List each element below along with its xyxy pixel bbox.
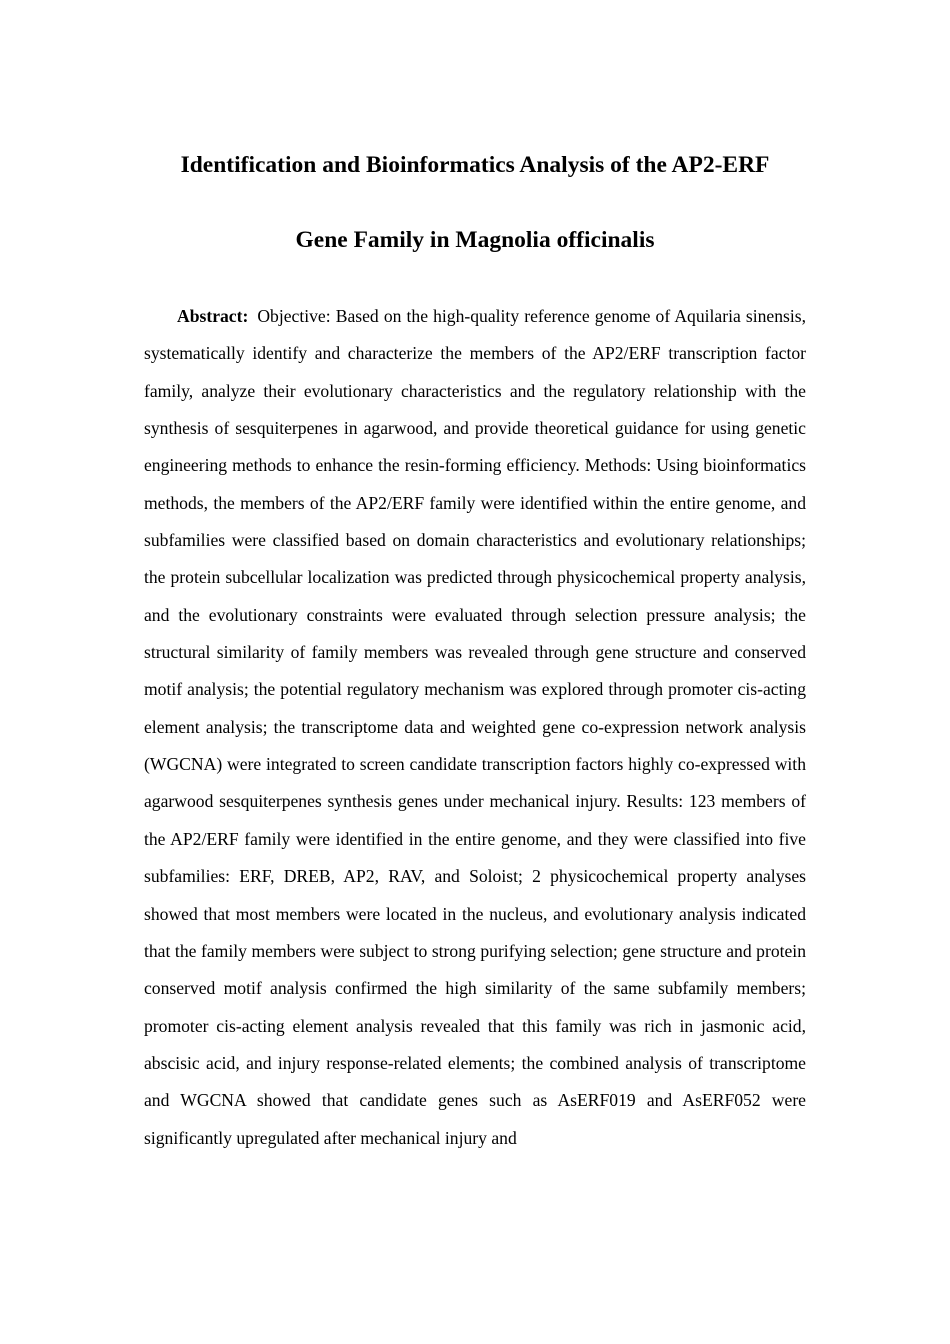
abstract-body: Objective: Based on the high-quality reference genome of Aquilaria sinensis, systematically identify and characterize the members of the AP2/ERF transcription factor family, analyze their evolutionary characteristics and the regulatory relationship with the synthesis of sesquiterpenes in agarwood, and provide theoretical guidance for using genetic engineering methods to enhance the resin-forming efficiency. Methods: Using bioinformatics methods, the members of the AP2/ERF family were identified within the entire genome, and subfamilies were classified based on domain characteristics and evolutionary relationships; the protein subcellular localization was predicted through physicochemical property analysis, and the evolutionary constraints were evaluated through selection pressure analysis; the structural similarity of family members was revealed through gene structure and conserved motif analysis; the potential regulatory mechanism was explored through promoter cis-acting element analysis; the transcriptome data and weighted gene co-expression network analysis (WGCNA) were integrated to screen candidate transcription factors highly co-expressed with agarwood sesquiterpenes synthesis genes under mechanical injury. Results: 123 members of the AP2/ERF family were identified in the entire genome, and they were classified into five subfamilies: ERF, DREB, AP2, RAV, and Soloist; 2 physicochemical property analyses showed that most members were located in the nucleus, and evolutionary analysis indicated that the family members were subject to strong purifying selection; gene structure and protein conserved motif analysis confirmed the high similarity of the same subfamily members; promoter cis-acting element analysis revealed that this family was rich in jasmonic acid, abscisic acid, and injury response-related elements; the combined analysis of transcriptome and WGCNA showed that candidate genes such as AsERF019 and AsERF052 were significantly upregulated after mechanical injury and (144, 306, 806, 1148)
paper-title-line-1: Identification and Bioinformatics Analysis of the AP2-ERF (180, 152, 770, 178)
abstract-label: Abstract: (177, 306, 249, 326)
abstract-paragraph (144, 298, 806, 1157)
paper-title-line-2: Gene Family in Magnolia officinalis (295, 227, 655, 253)
